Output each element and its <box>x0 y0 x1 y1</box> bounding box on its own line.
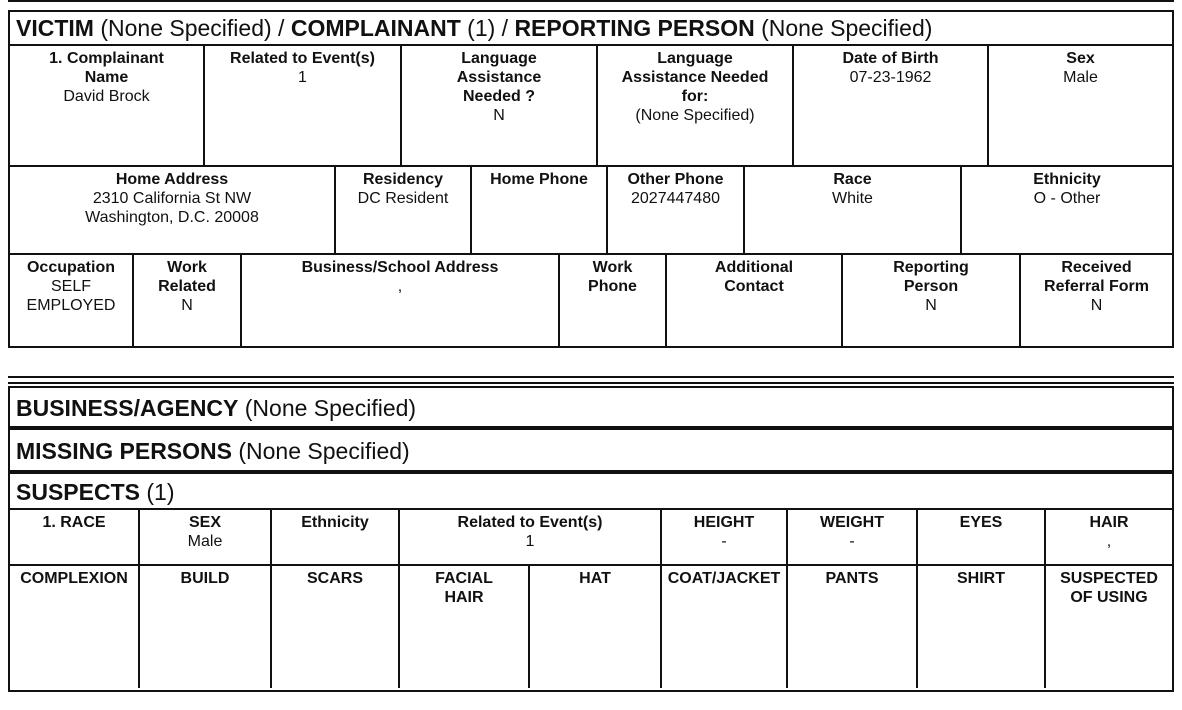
field-label: SCARS <box>306 570 363 587</box>
suspect-height-value: - <box>721 533 727 550</box>
language-assistance-value: N <box>493 107 505 124</box>
work-related-value: N <box>181 297 193 314</box>
victim-section <box>8 10 1174 348</box>
field-label: HAIR <box>1089 514 1129 531</box>
field-label: Reporting Person <box>893 259 969 295</box>
reporting-person-title: REPORTING PERSON <box>514 15 755 41</box>
additional-contact-cell <box>667 255 843 346</box>
complainant-title: COMPLAINANT <box>290 15 461 41</box>
home-phone-cell <box>472 167 608 253</box>
suspect-hat-cell <box>530 566 662 688</box>
suspect-complexion-cell <box>10 566 140 688</box>
race-value: White <box>832 190 873 207</box>
business-agency-title: BUSINESS/AGENCY <box>16 395 239 421</box>
referral-form-value: N <box>1090 297 1103 314</box>
related-events-cell <box>205 46 402 165</box>
business-address-value: , <box>397 278 403 295</box>
field-label: Race <box>833 171 872 188</box>
missing-persons-note: (None Specified) <box>231 438 410 464</box>
complainant-row-1 <box>10 46 1172 167</box>
victim-header <box>10 12 1172 46</box>
occupation-value: SELF EMPLOYED <box>26 278 116 314</box>
field-label: WEIGHT <box>820 514 884 531</box>
suspects-title: SUSPECTS <box>16 479 140 505</box>
field-label: Additional Contact <box>714 259 794 295</box>
sex-cell <box>989 46 1172 165</box>
suspect-shirt-cell <box>918 566 1046 688</box>
suspect-height-cell <box>662 510 788 564</box>
field-label: PANTS <box>825 570 879 587</box>
missing-persons-title: MISSING PERSONS <box>16 438 232 464</box>
home-address-cell <box>10 167 336 253</box>
field-label: COMPLEXION <box>20 570 128 587</box>
work-phone-cell <box>560 255 667 346</box>
suspect-weight-cell <box>788 510 918 564</box>
reporting-person-value: N <box>925 297 937 314</box>
suspect-scars-cell <box>272 566 400 688</box>
field-label: Home Address <box>115 171 229 188</box>
referral-form-cell <box>1021 255 1172 346</box>
suspect-facial-hair-cell <box>400 566 530 688</box>
language-assistance-cell <box>402 46 598 165</box>
field-label: BUILD <box>180 570 230 587</box>
complainant-row-3 <box>10 255 1172 346</box>
suspect-ethnicity-cell <box>272 510 400 564</box>
field-label: SHIRT <box>957 570 1005 587</box>
suspect-coat-jacket-cell <box>662 566 788 688</box>
field-label: Related to Event(s) <box>230 50 375 67</box>
date-of-birth-cell <box>794 46 989 165</box>
field-label: Work Phone <box>588 259 637 295</box>
field-label: 1. RACE <box>42 514 106 531</box>
work-related-cell <box>134 255 242 346</box>
complainant-row-2 <box>10 167 1172 255</box>
top-rule <box>8 0 1174 6</box>
language-needed-for-value: (None Specified) <box>635 107 755 124</box>
suspects-section <box>8 386 1174 692</box>
field-label: Related to Event(s) <box>457 514 603 531</box>
field-label: Received Referral Form <box>1044 259 1149 295</box>
residency-cell <box>336 167 472 253</box>
business-address-cell <box>242 255 560 346</box>
field-label: HEIGHT <box>693 514 755 531</box>
field-label: Home Phone <box>490 171 588 188</box>
field-label: SUSPECTED OF USING <box>1060 570 1158 606</box>
other-phone-value: 2027447480 <box>631 190 720 207</box>
field-label: SEX <box>188 514 221 531</box>
suspect-suspected-of-using-cell <box>1046 566 1172 688</box>
missing-persons-header <box>10 430 1172 474</box>
suspect-hair-value: , <box>1106 533 1112 550</box>
business-agency-note: (None Specified) <box>238 395 417 421</box>
race-cell <box>745 167 962 253</box>
field-label: Business/School Address <box>301 259 499 276</box>
sex-value: Male <box>1063 69 1098 86</box>
field-label: Sex <box>1066 50 1095 67</box>
field-label: Date of Birth <box>842 50 939 67</box>
language-needed-for-cell <box>598 46 794 165</box>
field-label: COAT/JACKET <box>667 570 781 587</box>
suspects-header <box>10 474 1172 510</box>
suspect-row-2 <box>10 566 1172 688</box>
field-label: Other Phone <box>627 171 724 188</box>
field-label: 1. Complainant Name <box>49 50 164 86</box>
occupation-cell <box>10 255 134 346</box>
reporting-person-note: (None Specified) <box>754 15 933 41</box>
field-label: EYES <box>959 514 1003 531</box>
suspect-related-events-value: 1 <box>525 533 535 550</box>
suspect-sex-value: Male <box>187 533 223 550</box>
suspect-related-events-cell <box>400 510 662 564</box>
field-label: Ethnicity <box>301 514 369 531</box>
ethnicity-value: O - Other <box>1033 190 1101 207</box>
suspects-note: (1) <box>139 479 175 505</box>
suspect-eyes-cell <box>918 510 1046 564</box>
field-label: Language Assistance Needed for: <box>621 50 769 105</box>
victim-note: (None Specified) / <box>93 15 291 41</box>
suspect-weight-value: - <box>849 533 855 550</box>
date-of-birth-value: 07-23-1962 <box>849 69 932 86</box>
ethnicity-cell <box>962 167 1172 253</box>
field-label: Occupation <box>26 259 115 276</box>
section-rule <box>8 376 1174 384</box>
suspect-build-cell <box>140 566 272 688</box>
residency-value: DC Resident <box>357 190 449 207</box>
suspect-sex-cell <box>140 510 272 564</box>
related-events-value: 1 <box>298 69 307 86</box>
complainant-name-cell <box>10 46 205 165</box>
field-label: Residency <box>362 171 444 188</box>
field-label: Ethnicity <box>1033 171 1101 188</box>
victim-title: VICTIM <box>16 15 94 41</box>
field-label: Work Related <box>158 259 216 295</box>
field-label: Language Assistance Needed ? <box>456 50 542 105</box>
home-address-value: 2310 California St NW Washington, D.C. 20008 <box>85 190 259 226</box>
suspect-hair-cell <box>1046 510 1172 564</box>
suspect-race-cell <box>10 510 140 564</box>
other-phone-cell <box>608 167 745 253</box>
field-label: HAT <box>579 570 611 587</box>
reporting-person-cell <box>843 255 1021 346</box>
suspect-row-1 <box>10 510 1172 566</box>
complainant-name: David Brock <box>63 88 150 105</box>
business-agency-header <box>10 388 1172 430</box>
field-label: FACIAL HAIR <box>435 570 493 606</box>
suspect-pants-cell <box>788 566 918 688</box>
complainant-note: (1) / <box>460 15 515 41</box>
